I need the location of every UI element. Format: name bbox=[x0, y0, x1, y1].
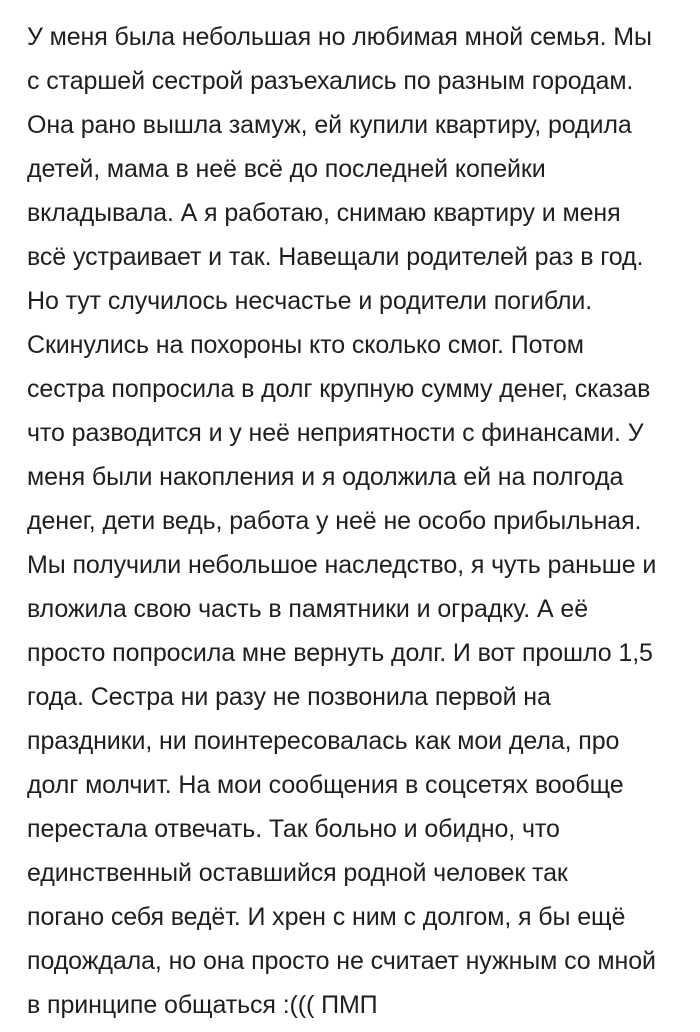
text-line: что разводится и у неё неприятности с финансами. У bbox=[27, 419, 644, 447]
text-line: долг молчит. На мои сообщения в соцсетях вообще bbox=[27, 771, 624, 799]
text-line: Скинулись на похороны кто сколько смог. Потом bbox=[27, 331, 584, 359]
text-line: Она рано вышла замуж, ей купили квартиру, родила bbox=[27, 111, 632, 139]
text-line: погано себя ведёт. И хрен с ним с долгом, я бы ещё bbox=[27, 903, 626, 931]
text-line: в принципе общаться :((( ПМП bbox=[27, 991, 378, 1019]
text-line: перестала отвечать. Так больно и обидно, что bbox=[27, 815, 560, 843]
text-line: Мы получили небольшое наследство, я чуть раньше и bbox=[27, 551, 657, 579]
text-line: детей, мама в неё всё до последней копейки bbox=[27, 155, 546, 183]
text-line: единственный оставшийся родной человек так bbox=[27, 859, 568, 887]
text-line: меня были накопления и я одолжила ей на полгода bbox=[27, 463, 624, 491]
text-line: праздники, ни поинтересовалась как мои дела, про bbox=[27, 727, 620, 755]
text-line: всё устраивает и так. Навещали родителей раз в год. bbox=[27, 243, 644, 271]
text-line: с старшей сестрой разъехались по разным городам. bbox=[27, 67, 634, 95]
text-line: сестра попросила в долг крупную сумму денег, сказав bbox=[27, 375, 651, 403]
text-line: подождала, но она просто не считает нужным со мной bbox=[27, 947, 656, 975]
text-line: У меня была небольшая но любимая мной семья. Мы bbox=[27, 23, 652, 51]
text-line: просто попросила мне вернуть долг. И вот прошло 1,5 bbox=[27, 639, 653, 667]
text-line: вложила свою часть в памятники и оградку. А её bbox=[27, 595, 589, 623]
text-line: вкладывала. А я работаю, снимаю квартиру и меня bbox=[27, 199, 621, 227]
text-line: года. Сестра ни разу не позвонила первой на bbox=[27, 683, 551, 711]
post-text bbox=[27, 15, 687, 1027]
text-line: денег, дети ведь, работа у неё не особо прибыльная. bbox=[27, 507, 642, 535]
text-line: Но тут случилось несчастье и родители погибли. bbox=[27, 287, 593, 315]
